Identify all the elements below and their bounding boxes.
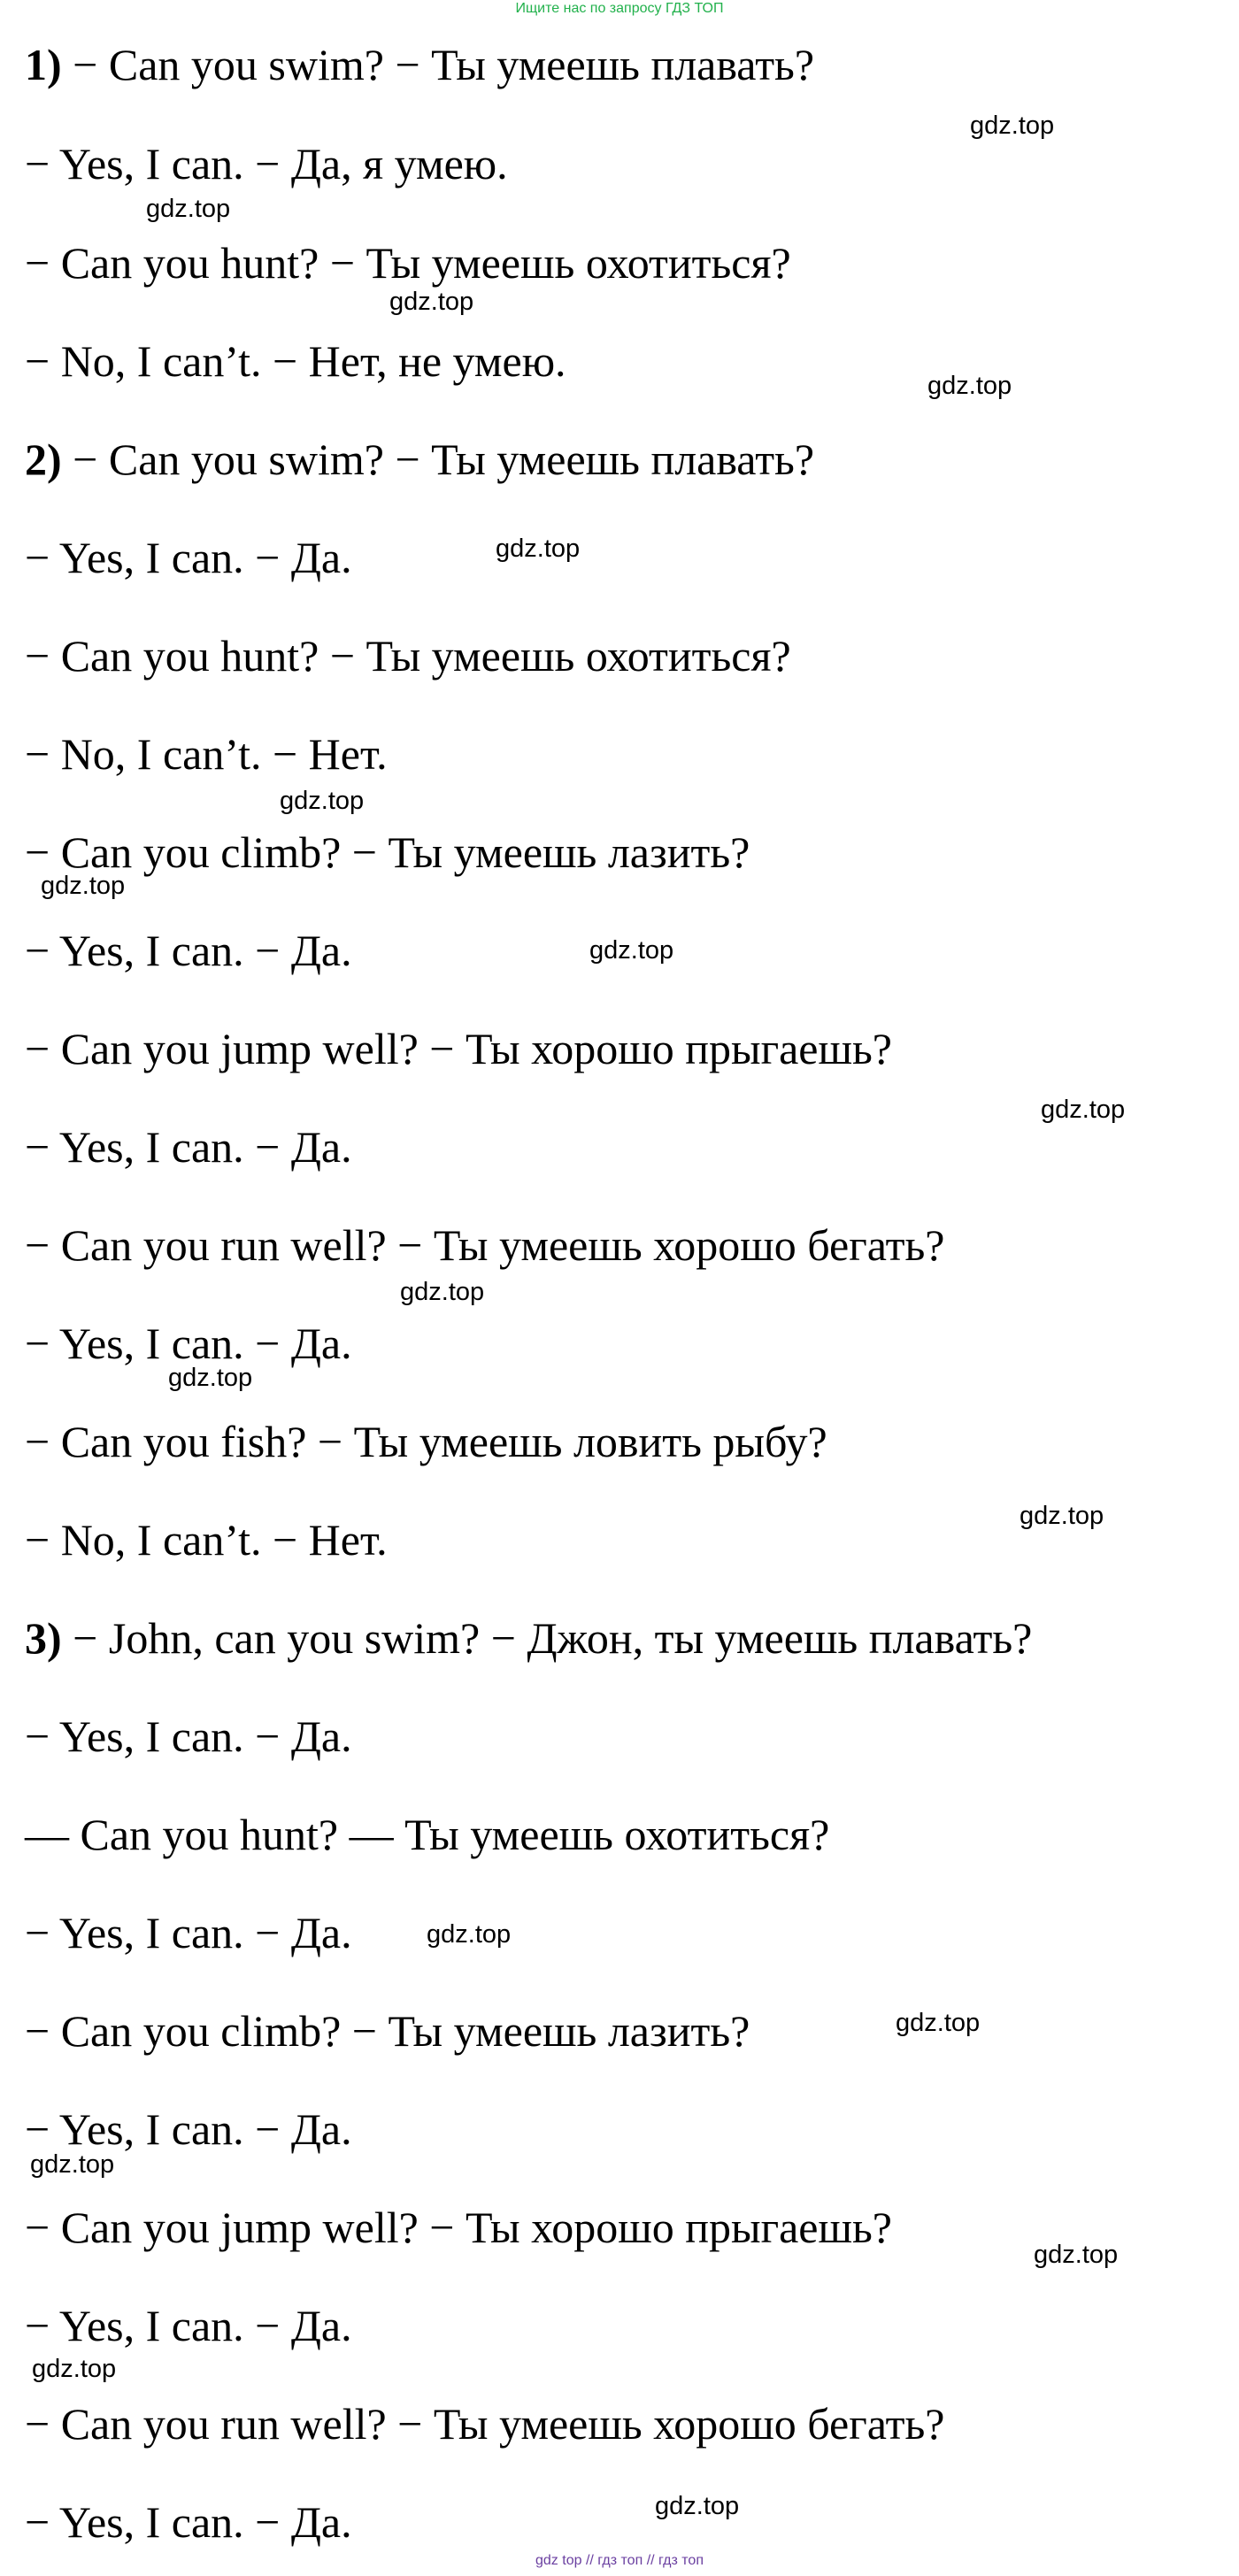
- watermark: gdz.top: [1041, 1096, 1126, 1124]
- section-2-line-3: − Can you hunt? − Ты умеешь охотиться?: [25, 631, 791, 681]
- section-3-line-5: − Can you climb? − Ты умеешь лазить?: [25, 2006, 750, 2056]
- watermark: gdz.top: [168, 1364, 253, 1392]
- section-2-line-11: − Can you fish? − Ты умеешь ловить рыбу?: [25, 1417, 827, 1466]
- watermark: gdz.top: [427, 1920, 512, 1949]
- watermark: gdz.top: [655, 2492, 740, 2520]
- footer-links: [0, 2553, 1239, 2569]
- section-2-line-4: − No, I can’t. − Нет.: [25, 729, 388, 779]
- section-number: 2): [25, 434, 62, 484]
- watermark: gdz.top: [496, 534, 581, 563]
- section-3-line-8: − Yes, I can. − Да.: [25, 2301, 352, 2350]
- footer-link[interactable]: gdz top: [535, 2553, 582, 2568]
- watermark: gdz.top: [389, 288, 474, 316]
- section-3-line-1: [25, 1613, 1032, 1663]
- line-text: − Can you swim? − Ты умеешь плавать?: [73, 434, 815, 484]
- watermark: gdz.top: [896, 2009, 981, 2037]
- watermark: gdz.top: [927, 372, 1012, 400]
- section-3-line-2: − Yes, I can. − Да.: [25, 1711, 352, 1761]
- line-text: − John, can you swim? − Джон, ты умеешь плавать?: [73, 1613, 1033, 1663]
- section-1-line-3: − Can you hunt? − Ты умеешь охотиться?: [25, 238, 791, 288]
- section-3-line-7: − Can you jump well? − Ты хорошо прыгаешь?: [25, 2203, 892, 2252]
- section-3-line-3: — Can you hunt? — Ты умеешь охотиться?: [25, 1810, 830, 1859]
- watermark: gdz.top: [280, 787, 365, 815]
- section-2-line-7: − Can you jump well? − Ты хорошо прыгаешь?: [25, 1024, 892, 1073]
- watermark: gdz.top: [146, 195, 231, 223]
- watermark: gdz.top: [589, 936, 674, 965]
- section-3-line-10: − Yes, I can. − Да.: [25, 2497, 352, 2547]
- footer-link[interactable]: гдз топ: [658, 2553, 704, 2568]
- watermark: gdz.top: [1034, 2241, 1119, 2269]
- section-2-line-10: − Yes, I can. − Да.: [25, 1319, 352, 1368]
- watermark: gdz.top: [32, 2355, 117, 2383]
- section-1-line-1: [25, 40, 814, 89]
- line-text: − Can you swim? − Ты умеешь плавать?: [73, 40, 815, 89]
- section-1-line-4: − No, I can’t. − Нет, не умею.: [25, 336, 566, 386]
- section-2-line-1: [25, 434, 814, 484]
- section-number: 1): [25, 40, 62, 89]
- section-number: 3): [25, 1613, 62, 1663]
- watermark: gdz.top: [970, 111, 1055, 140]
- section-2-line-2: − Yes, I can. − Да.: [25, 533, 352, 582]
- watermark: gdz.top: [30, 2150, 115, 2179]
- section-2-line-6: − Yes, I can. − Да.: [25, 926, 352, 975]
- section-2-line-12: − No, I can’t. − Нет.: [25, 1515, 388, 1565]
- section-1-line-2: − Yes, I can. − Да, я умею.: [25, 139, 508, 188]
- section-3-line-4: − Yes, I can. − Да.: [25, 1908, 352, 1957]
- watermark: gdz.top: [1020, 1502, 1104, 1530]
- watermark: gdz.top: [400, 1278, 485, 1306]
- top-banner[interactable]: Ищите нас по запросу ГДЗ ТОП: [515, 1, 724, 16]
- section-3-line-6: − Yes, I can. − Да.: [25, 2104, 352, 2154]
- footer-separator: //: [646, 2553, 655, 2568]
- watermark: gdz.top: [41, 872, 126, 900]
- section-2-line-9: − Can you run well? − Ты умеешь хорошо бегать?: [25, 1220, 945, 1270]
- section-2-line-8: − Yes, I can. − Да.: [25, 1122, 352, 1172]
- section-2-line-5: − Can you climb? − Ты умеешь лазить?: [25, 827, 750, 877]
- footer-separator: //: [585, 2553, 594, 2568]
- footer-link[interactable]: гдз топ: [597, 2553, 643, 2568]
- section-3-line-9: − Can you run well? − Ты умеешь хорошо бегать?: [25, 2399, 945, 2449]
